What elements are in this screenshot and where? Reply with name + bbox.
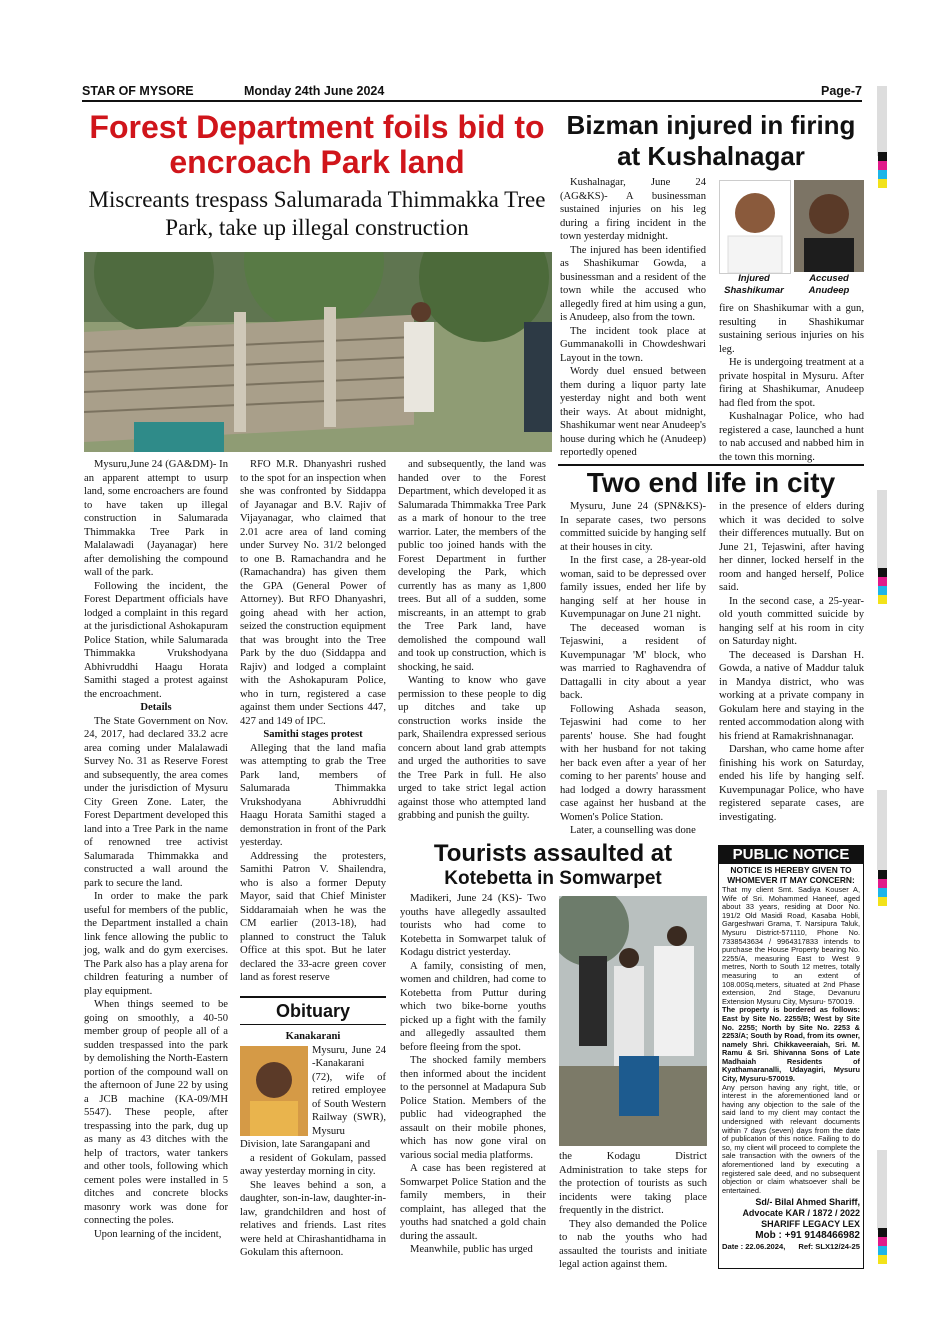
paper-name: STAR OF MYSORE (82, 84, 194, 98)
notice-date-ref: Date : 22.06.2024, Ref: SLX12/24-25 (722, 1242, 860, 1252)
park-photo (84, 252, 552, 452)
story-forest-col2: RFO M.R. Dhanyashri rushed to the spot for an inspection when she was confronted by Siddappa of Jayanagar and B.V. Rajiv of Vijayanagar, who claimed that 2.01 acre area of land coming under Survey No. 31/2 belonged to one B. Ramachandra and he (Ramachandra) has given them the GPA (General Power of Attorney). But RFO Dhanyashri, going ahead with her action, seized the construction equipment that was brought into the Tree Park by the duo (Siddappa and Rajiv) and lodged a complaint with the Ashokapuram Police, who in turn, registered a case against them under Sections 447, 427 and 149 of IPC. Samithi stages protest Alleging that the land mafia was attempting to grab the Tree Park land, members of Salumarada Thimmakka Vrukshodyana Abhivruddhi Haagu Horata Samithi staged a demonstration in front of the Park yesterday. Addressing the protesters, Samithi Patron V. Shailendra, who is also a former Deputy Mayor, said that Chief Minister Siddaramaiah when he was the CM earlier (2013-18), had planned to construct the Taluk Office at this spot. But he later declared the 33-acre green cover land as forest reserve (240, 459, 386, 983)
obituary-heading: Obituary (240, 996, 386, 1025)
headline-tourists-1: Tourists assaulted at (433, 840, 673, 867)
color-swatch (878, 1228, 887, 1264)
notice-body: That my client Smt. Sadiya Kouser A, Wife of Sri. Mohammed Haneef, aged about 33 years, residing at Door No. 191/2 Old Masidi Road, Kasaba Hobli, Gargeshwari Grama, T. Narsipura Taluk, Mysuru District-571110, Phone No. 7338543634 / 9964317833 intends to purchase the House Property bearing No. 2255/A, measuring East to West 9 metres, North to South 12 metres, totally measuring to an extent of 108.00Sq.meters, situated at 2nd Phase extension, 2nd Stage, Devanuru Extension Mysuru City, Mysuru- 570019. (722, 885, 860, 1006)
subhead-forest: Miscreants trespass Salumarada Thimmakka Tree Park, take up illegal construction (88, 187, 546, 240)
story-bizman-col1: Kushalnagar, June 24 (AG&KS)- A businessman sustained injuries on his leg during a firing incident in the town yesterday midnight. The injured has been identified as Shashikumar Gowda, a businessman and a resident of the town while the accused who allegedly fired at him using a gun, is Anudeep, also from the town. The incident took place at Gummanakolli in Chowdeshwari Layout in the town. Wordy duel ensued between them during a liquor party late yesterday night and both went their ways. At about midnight, Shashikumar went near Anudeep's house during which he (Anudeep) reportedly opened (560, 177, 706, 458)
color-swatch (878, 870, 887, 906)
page-number: Page-7 (821, 84, 862, 98)
notice-title: PUBLIC NOTICE (719, 846, 863, 864)
story-forest-col3: and subsequently, the land was handed over to the Forest Department, which developed it as Salumarada Thimmakka Tree Park as a mark of honour to the tree warrior. Later, the members of the public too joined hands with the Forest Department in further developing the Park, which currently has as many as 1,800 trees. But all of a sudden, some miscreants, in an attempt to grab the Tree Park land, have demolished the compound wall and took up construction, which is shocking, he said. Wanting to know who gave permission to these people to dig up ditches and take up construction works inside the park, Shailendra expressed serious concern about land grab attempts and urged the authorities to save the Tree Park in full. He also urged to take strict legal action against those who attempted land grabbing and punish the guilty. (398, 459, 546, 821)
obituary-body: Kanakarani Mysuru, June 24 -Kanakarani (72), wife of retired employee of South Western Railway (SWR), Mysuru Division, late Sarangapani and a resident of Gokulam, passed away yesterday morning in city. She leaves behind a son, a daughter, son-in-law, daughter-in-law, grandchildren and host of relatives and friends. Last rites were held at Chirashantidhama in Gokulam this afternoon. (240, 1031, 386, 1258)
notice-body2: Any person having any right, title, or interest in the aforementioned land or having any objection to the sale of the said land to my client may contact the undersigned with relevant documents within 7 days (seven) days from the date of publication of this notice. Failing to do so, my client will proceed to complete the sale transaction with the owners of the aforementioned land by executing a registered sale deed, and no subsequent objection or claim whatsoever shall be entertained. (722, 1082, 860, 1195)
tourists-photo (559, 896, 707, 1146)
caption-accused: Accused Anudeep (808, 273, 850, 296)
story-life-col1: Mysuru, June 24 (SPN&KS)- In separate cases, two persons committed suicide by hanging self at their houses in city. In the first case, a 28-year-old woman, said to be depressed over family issues, ended her life by hanging self at her house in Kuvempunagar on June 21 night. The deceased woman is Tejaswini, a resident of Kuvempunagar 'M' block, who was married to Raghavendra of Dattagalli in city about a year back. Following Ashada season, Tejaswini had come to her parents' house. She had fought with her husband for not taking her back even after a year of her coming to her parents' house and had lodged a dowry harassment case against her husband at the Women's Police Station. Later, a counselling was done (560, 501, 706, 836)
obituary-name: Kanakarani (285, 1031, 341, 1042)
headline-bizman: Bizman injured in firing at Kushalnagar (566, 110, 856, 171)
registration-bar (877, 790, 887, 870)
notice-subheading: NOTICE IS HEREBY GIVEN TO WHOMEVER IT MAY CONCERN: (727, 865, 855, 885)
headline-tourists-2: Kotebetta in Somwarpet (444, 868, 662, 889)
details-subhead: Details (140, 702, 172, 713)
page-header (82, 82, 862, 102)
story-tourists-col2: the Kodagu District Administration to take steps for the protection of tourists as such incidents were taking place frequently in the district. They also demanded the Police to nab the youths who had assaulted the tourists and initiate legal action against them. (559, 1151, 707, 1270)
registration-bar (877, 1150, 887, 1230)
public-notice (718, 845, 864, 1269)
color-swatch (878, 152, 887, 188)
notice-signature: Sd/- Bilal Ahmed Shariff, Advocate KAR / 1872 / 2022 SHARIFF LEGACY LEX Mob : +91 9148466982 (742, 1197, 860, 1242)
registration-bar (877, 490, 887, 570)
story-tourists-col1: Madikeri, June 24 (KS)- Two youths have allegedly assaulted tourists who had come to Kotebetta in Somwarpet taluk of Kodagu district yesterday. A family, consisting of men, women and children, had come to Kotebetta from Puttur during which two bike-borne youths picked up a fight with the family and allegedly assaulted them before fleeing from the spot. The shocked family members then informed about the incident to the personnel at Madapura Sub Police Station. Members of the public had videographed the assault on their mobile phones, which has now gone viral on various social media platforms. A case has been registered at Somwarpet Police Station and the family members, in their complaint, has alleged that the youths had snatched a gold chain during the assault. Meanwhile, public has urged (400, 893, 546, 1255)
accused-photo (794, 180, 864, 272)
caption-injured: Injured Shashikumar (724, 273, 784, 296)
story-life-col2: in the presence of elders during which it was decided to solve their differences mutually. But on June 21, Tejaswini, after having her dinner, locked herself in the room and hanged herself, Police said. In the second case, a 25-year-old youth committed suicide by hanging self at his room in city on Saturday night. The deceased is Darshan H. Gowda, a native of Maddur taluk in Mandya district, who was working at a private company in Gokulam here and staying in the rented accommodation along with his friend at Ramakrishnanagar. Darshan, who came home after finishing his work on Saturday, ended his life by hanging self. Kuvempunagar Police, who have registered separate cases, are investigating. (719, 501, 864, 823)
obituary-portrait (240, 1046, 308, 1136)
headline-two-end-life: Two end life in city (558, 464, 864, 500)
registration-bar (877, 86, 887, 156)
story-bizman-col2: fire on Shashikumar with a gun, resulting in Shashikumar sustaining serious injuries on his leg. He is undergoing treatment at a private hospital in Mysuru. After firing at Shashikumar, Anudeep had fled from the spot. Kushalnagar Police, who had registered a case, launched a hunt to nab accused and nabbed him in the town this morning. (719, 303, 864, 463)
samithi-subhead: Samithi stages protest (263, 729, 363, 740)
issue-date: Monday 24th June 2024 (244, 84, 385, 98)
headline-forest: Forest Department foils bid to encroach Park land (89, 109, 545, 180)
bizman-photos (719, 180, 864, 298)
injured-photo (719, 180, 791, 274)
color-swatch (878, 568, 887, 604)
story-forest-col1: Mysuru,June 24 (GA&DM)- In an apparent attempt to usurp land, some encroachers are found to have taken up illegal construction in Salumarada Thimmakka Tree Park in Malalawadi (Jayanagar) here after demolishing the compound wall of the park. Following the incident, the Forest Department officials have lodged a complaint in this regard at the jurisdictional Ashokapuram Police Station, while Salumarada Thimmakka Vrukshodyana Abhivruddhi Haagu Horata Samithi staged a protest against the encroachment. Details The State Government on Nov. 24, 2017, had declared 33.2 acre area coming under Malalawadi Survey No. 31 as Reserve Forest and subsequently, the area comes under the jurisdiction of Mysuru City Green Zone. Later, the Forest Department developed this land into a Tree Park in the name of renowned tree activist Salumarada Thimmakka and constructed a wall around the park to secure the land. In order to make the park useful for members of the public, the Department installed a chain link fence allowing the public to jog, walk and do gym exercises. The Park also has a play arena for children featuring a number of play equipment. When things seemed to be going on smoothly, a 40-50 member group of people all of a sudden trespassed into the park by demolishing the North-Eastern portion of the compound wall on the afternoon of June 22 by using a JCB machine (KA-09/MH 5547). These people, after trespassing into the park, dug up as many as 43 ditches with the help of tractors, water tankers and other tools, following which cement poles were installed in 5 ditches and concrete blocks masonry work was done for connecting the poles. Upon learning of the incident, (84, 459, 228, 1240)
notice-boundaries: The property is bordered as follows: East by Site No. 2255/B; West by Site No. 2255; North by Site No. 2253 & 2253/A; South by Road, from its owner, namely Shri. Chikkaveeraiah, Sri. M. Ramu & Sri. Shivanna Sons of Late Madhaiah Residents of Kyathamaranalli, Udayagiri, Mysuru City, Mysuru-570019. (722, 1005, 860, 1084)
